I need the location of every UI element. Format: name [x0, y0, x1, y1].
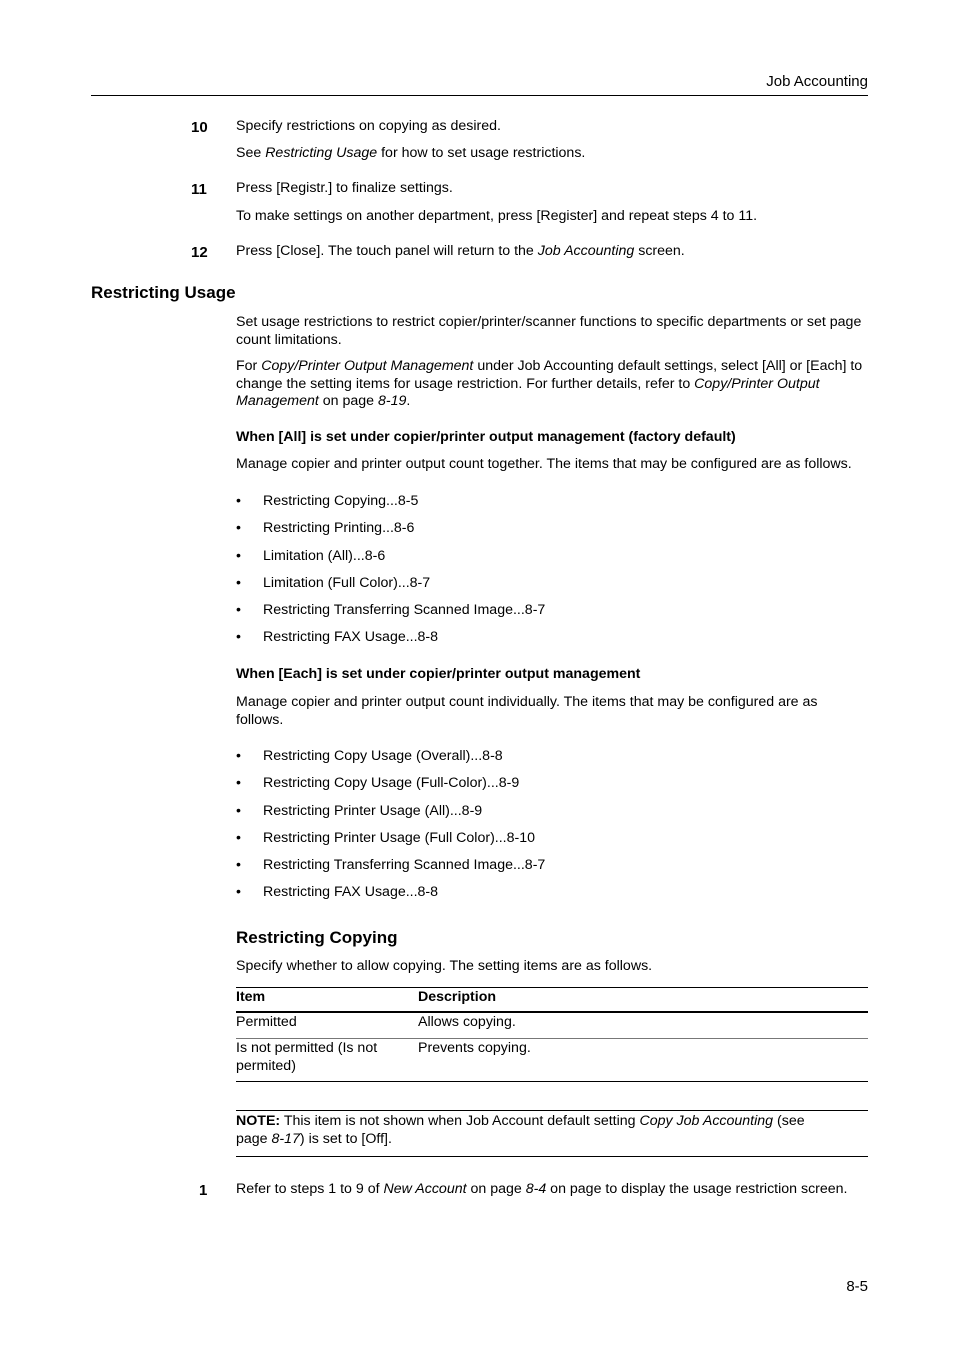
table-row-rule — [236, 1038, 868, 1039]
text-run: See — [236, 145, 266, 161]
table-cell-item: Permitted — [236, 1014, 297, 1030]
text-line: follows. — [236, 711, 284, 728]
step-number: 11 — [191, 181, 207, 198]
text-run: for how to set usage restrictions. — [377, 145, 586, 161]
setting-name: Copy Job Accounting — [639, 1113, 774, 1129]
cross-reference-link[interactable]: New Account — [383, 1181, 467, 1197]
running-header-title: Job Accounting — [766, 73, 868, 90]
bullet-icon: • — [236, 493, 241, 509]
text-run: Press [Close]. The touch panel will return to the — [236, 243, 538, 259]
table-cell-description: Allows copying. — [418, 1014, 516, 1030]
text-run: (see — [773, 1113, 805, 1129]
table-header-rule — [236, 1011, 868, 1013]
list-item: Restricting Transferring Scanned Image...8-7 — [263, 857, 546, 873]
text-run: Refer to steps 1 to 9 of — [236, 1181, 384, 1197]
text-run: This item is not shown when Job Account default setting — [280, 1113, 640, 1129]
subsection-title: Restricting Copying — [236, 928, 398, 947]
bullet-icon: • — [236, 830, 241, 846]
text-line: Manage copier and printer output count individually. The items that may be configured are as — [236, 694, 818, 710]
bullet-icon: • — [236, 520, 241, 536]
text-run: screen. — [634, 243, 685, 259]
text-line: count limitations. — [236, 331, 342, 348]
text-line — [236, 1113, 868, 1131]
list-item: Restricting Printer Usage (All)...8-9 — [263, 803, 483, 819]
table-cell-item — [236, 1040, 406, 1075]
text-run: change the setting items for usage restriction. For further details, refer to — [236, 375, 695, 392]
text-run: under Job Accounting default settings, select [All] or [Each] to — [473, 358, 863, 374]
bullet-icon: • — [236, 857, 241, 873]
step-number: 10 — [191, 119, 208, 136]
section-heading: Restricting Usage — [91, 283, 236, 302]
page-reference-link[interactable]: 8-17 — [271, 1130, 300, 1147]
note-box — [236, 1113, 868, 1148]
bullet-icon: • — [236, 775, 241, 791]
section-paragraph — [236, 358, 868, 411]
list-item: Restricting Printer Usage (Full Color)...8-10 — [263, 830, 536, 846]
header-rule — [91, 95, 868, 96]
list-item: Restricting FAX Usage...8-8 — [263, 629, 439, 645]
text-line — [236, 393, 868, 411]
table-header-item: Item — [236, 989, 266, 1005]
table-bottom-rule — [236, 1081, 868, 1082]
text-line — [236, 376, 868, 394]
text-line: Is not permitted (Is not — [236, 1040, 378, 1056]
step-text: Press [Registr.] to finalize settings. — [236, 180, 453, 196]
bullet-icon: • — [236, 575, 241, 591]
list-item: Restricting Transferring Scanned Image...8-7 — [263, 602, 546, 618]
note-top-rule — [236, 1110, 868, 1111]
bullet-icon: • — [236, 602, 241, 618]
text-run: ) is set to [Off]. — [299, 1130, 392, 1147]
step-text — [236, 243, 868, 261]
text-line: Set usage restrictions to restrict copier/printer/scanner functions to specific departments or set page — [236, 314, 862, 330]
subsection-intro: Manage copier and printer output count together. The items that may be configured are as follows. — [236, 456, 852, 472]
page-reference-link[interactable]: 8-4 — [525, 1181, 547, 1197]
cross-reference-link[interactable]: Restricting Usage — [265, 145, 378, 161]
subsection-heading: When [Each] is set under copier/printer output management — [236, 666, 641, 682]
text-line — [236, 358, 868, 376]
table-top-rule — [236, 987, 868, 988]
bullet-icon: • — [236, 548, 241, 564]
list-item: Limitation (Full Color)...8-7 — [263, 575, 431, 591]
text-run: page — [236, 1130, 272, 1147]
subsection-heading: When [All] is set under copier/printer output management (factory default) — [236, 429, 736, 445]
list-item: Restricting Copy Usage (Full-Color)...8-9 — [263, 775, 520, 791]
step-note: To make settings on another department, press [Register] and repeat steps 4 to 11. — [236, 208, 758, 224]
table-cell-description: Prevents copying. — [418, 1040, 531, 1056]
bullet-icon: • — [236, 803, 241, 819]
text-line: permited) — [236, 1057, 296, 1074]
text-line — [236, 1131, 868, 1149]
note-label: NOTE: — [236, 1113, 281, 1129]
text-run: . — [406, 393, 411, 409]
bullet-icon: • — [236, 748, 241, 764]
step-number: 12 — [191, 244, 208, 261]
list-item: Limitation (All)...8-6 — [263, 548, 386, 564]
list-item: Restricting FAX Usage...8-8 — [263, 884, 439, 900]
bullet-icon: • — [236, 884, 241, 900]
section-paragraph — [236, 314, 868, 349]
text-run: on page — [466, 1181, 526, 1197]
text-run: on page — [318, 393, 378, 409]
table-header-description: Description — [418, 989, 497, 1005]
list-item: Restricting Printing...8-6 — [263, 520, 415, 536]
list-item: Restricting Copy Usage (Overall)...8-8 — [263, 748, 503, 764]
step-note — [236, 145, 868, 163]
cross-reference-link[interactable]: Management — [236, 393, 319, 409]
subsection-intro: Specify whether to allow copying. The setting items are as follows. — [236, 958, 653, 974]
cross-reference-link[interactable]: Copy/Printer Output — [694, 375, 820, 392]
note-bottom-rule — [236, 1156, 868, 1157]
setting-name: Copy/Printer Output Management — [261, 358, 474, 374]
list-item: Restricting Copying...8-5 — [263, 493, 419, 509]
text-run: For — [236, 358, 262, 374]
page-number: 8-5 — [846, 1278, 868, 1295]
subsection-intro — [236, 694, 868, 729]
step-number: 1 — [199, 1182, 208, 1199]
step-text — [236, 1181, 868, 1199]
step-text: Specify restrictions on copying as desired. — [236, 118, 501, 134]
screen-name: Job Accounting — [537, 243, 635, 259]
bullet-icon: • — [236, 629, 241, 645]
text-run: on page to display the usage restriction screen. — [546, 1181, 848, 1197]
page-reference-link[interactable]: 8-19 — [377, 393, 407, 409]
